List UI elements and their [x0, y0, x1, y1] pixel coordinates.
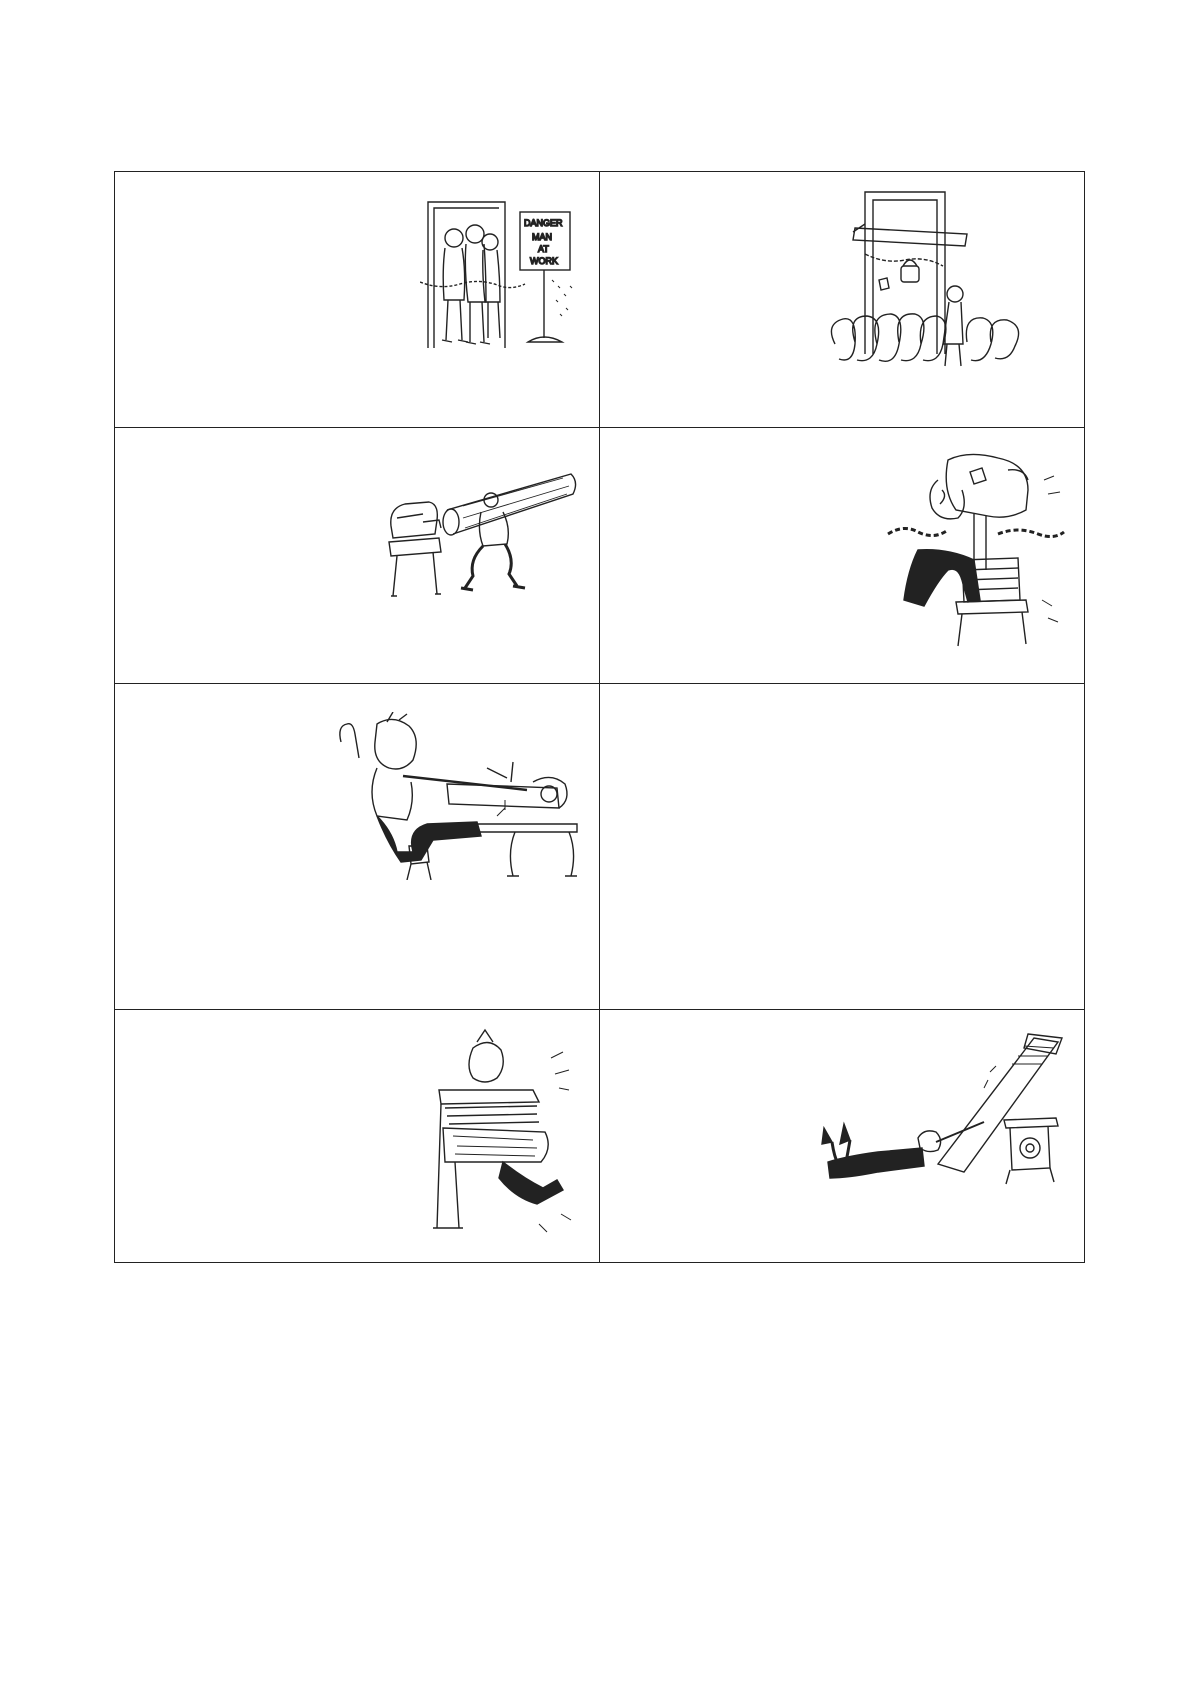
man-with-log-illustration: [383, 464, 581, 604]
grid-cell-r3c1: [115, 684, 600, 1010]
locked-door-illustration: [825, 184, 1030, 374]
grid-cell-r2c1: [115, 428, 600, 684]
grid-cell-r1c2: [600, 172, 1085, 428]
man-in-press-illustration: [433, 1028, 583, 1238]
grid-row-3: [115, 684, 1085, 1010]
grid-row-4: [115, 1010, 1085, 1263]
man-tie-in-lathe-illustration: [337, 712, 585, 880]
man-tangled-drill-illustration: [878, 450, 1068, 650]
illustration-grid: [114, 171, 1085, 1263]
sign-line-1: DANGER: [524, 218, 563, 228]
workers-behind-chain-illustration: [420, 190, 585, 350]
grid-cell-r4c1: [115, 1010, 600, 1263]
man-dragged-by-belt-illustration: [818, 1032, 1068, 1187]
grid-cell-r3c2: [600, 684, 1085, 1010]
empty-cell: [600, 684, 1084, 1009]
grid-cell-r4c2: [600, 1010, 1085, 1263]
sign-line-3: AT: [538, 244, 549, 254]
sign-line-4: WORK: [530, 256, 558, 266]
grid-row-1: [115, 172, 1085, 428]
grid-row-2: [115, 428, 1085, 684]
grid-cell-r2c2: [600, 428, 1085, 684]
sign-line-2: MAN: [532, 232, 552, 242]
grid-cell-r1c1: [115, 172, 600, 428]
